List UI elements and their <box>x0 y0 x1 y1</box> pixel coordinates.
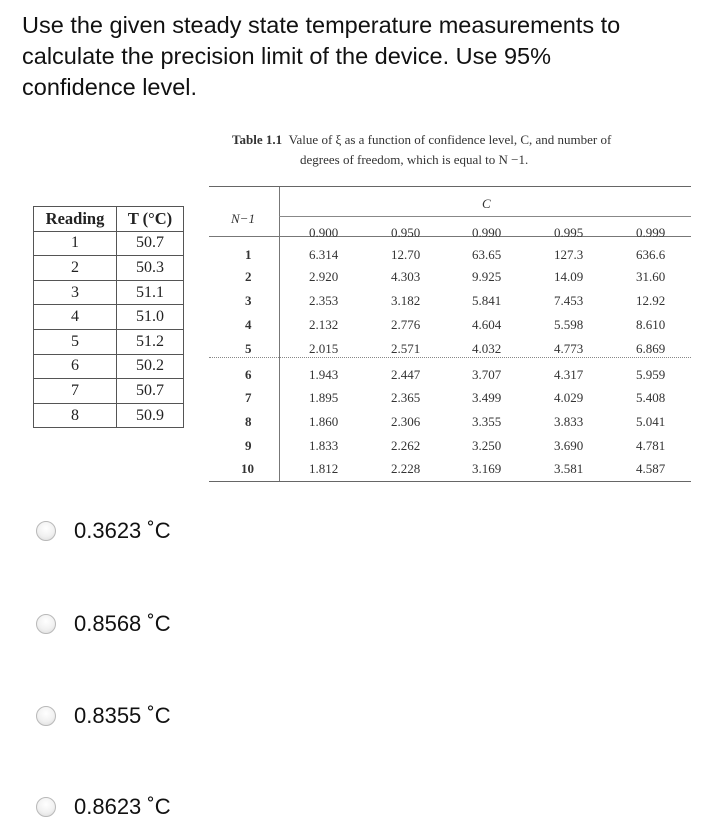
t-value-cell: 12.92 <box>636 293 666 308</box>
caption-line2: degrees of freedom, which is equal to N −1. <box>300 152 529 167</box>
table-row <box>34 256 184 281</box>
t-value-cell: 4.587 <box>636 461 666 476</box>
table-row <box>34 403 184 428</box>
t-value-cell: 127.3 <box>554 247 584 262</box>
t-value-cell: 2.262 <box>391 438 421 453</box>
reading-number: 3 <box>34 280 117 305</box>
radio-button-icon[interactable] <box>36 521 56 541</box>
t-value-cell: 3.707 <box>472 367 502 382</box>
reading-number: 2 <box>34 256 117 281</box>
t-value-cell: 3.182 <box>391 293 421 308</box>
t-value-cell: 4.604 <box>472 317 502 332</box>
t-value-cell: 3.499 <box>472 390 502 405</box>
table-divider <box>209 357 691 358</box>
t-value-cell: 3.581 <box>554 461 584 476</box>
t-value-cell: 4.781 <box>636 438 666 453</box>
t-value-cell: 2.132 <box>309 317 339 332</box>
confidence-level-column-header: 0.995 <box>554 225 584 240</box>
radio-button-icon[interactable] <box>36 797 56 817</box>
reading-value: 50.7 <box>117 231 184 256</box>
degrees-of-freedom-value: 6 <box>245 367 252 382</box>
answer-option-label: 0.8623 ˚C <box>74 794 171 819</box>
caption-line1: Value of ξ as a function of confidence level, C, and number of <box>288 132 612 147</box>
reading-number: 7 <box>34 379 117 404</box>
table-row <box>34 329 184 354</box>
reading-number: 5 <box>34 329 117 354</box>
t-value-cell: 3.690 <box>554 438 584 453</box>
question-line: confidence level. <box>22 74 198 100</box>
table-divider <box>209 236 691 237</box>
table-divider <box>279 216 691 217</box>
reading-value: 51.1 <box>117 280 184 305</box>
t-value-cell: 5.598 <box>554 317 584 332</box>
radio-button-icon[interactable] <box>36 706 56 726</box>
table-row <box>34 379 184 404</box>
degrees-of-freedom-value: 10 <box>241 461 254 476</box>
table-row <box>34 280 184 305</box>
degrees-of-freedom-value: 8 <box>245 414 252 429</box>
t-value-cell: 5.959 <box>636 367 666 382</box>
question-text <box>22 10 692 103</box>
t-value-cell: 8.610 <box>636 317 666 332</box>
t-table-caption <box>232 130 692 170</box>
t-value-cell: 4.773 <box>554 341 584 356</box>
t-value-cell: 1.860 <box>309 414 339 429</box>
t-value-cell: 3.355 <box>472 414 502 429</box>
reading-value: 50.3 <box>117 256 184 281</box>
degrees-of-freedom-header: N−1 <box>231 211 255 226</box>
answer-option-label: 0.3623 ˚C <box>74 518 171 543</box>
reading-value: 51.2 <box>117 329 184 354</box>
degrees-of-freedom-value: 5 <box>245 341 252 356</box>
readings-header-temperature: T (°C) <box>117 207 184 232</box>
t-value-cell: 1.895 <box>309 390 339 405</box>
confidence-level-column-header: 0.990 <box>472 225 502 240</box>
table-row <box>34 305 184 330</box>
t-value-cell: 636.6 <box>636 247 666 262</box>
t-value-cell: 2.447 <box>391 367 421 382</box>
confidence-level-header: C <box>482 196 491 211</box>
answer-option-4[interactable] <box>36 792 171 822</box>
table-divider <box>279 187 280 481</box>
t-value-cell: 6.314 <box>309 247 339 262</box>
readings-header-reading: Reading <box>34 207 117 232</box>
t-value-cell: 4.032 <box>472 341 502 356</box>
answer-option-2[interactable] <box>36 609 171 639</box>
confidence-level-column-header: 0.999 <box>636 225 666 240</box>
table-row <box>34 231 184 256</box>
t-value-cell: 31.60 <box>636 269 666 284</box>
t-value-cell: 4.303 <box>391 269 421 284</box>
degrees-of-freedom-value: 4 <box>245 317 252 332</box>
degrees-of-freedom-value: 1 <box>245 247 252 262</box>
table-row <box>34 354 184 379</box>
t-value-cell: 4.317 <box>554 367 584 382</box>
readings-table <box>33 206 184 428</box>
t-value-cell: 5.408 <box>636 390 666 405</box>
t-value-cell: 12.70 <box>391 247 421 262</box>
t-value-cell: 2.365 <box>391 390 421 405</box>
answer-option-1[interactable] <box>36 516 171 546</box>
degrees-of-freedom-value: 7 <box>245 390 252 405</box>
degrees-of-freedom-value: 2 <box>245 269 252 284</box>
t-value-table <box>209 186 691 482</box>
t-value-cell: 6.869 <box>636 341 666 356</box>
t-value-cell: 5.841 <box>472 293 502 308</box>
t-value-cell: 63.65 <box>472 247 502 262</box>
answer-option-label: 0.8355 ˚C <box>74 703 171 728</box>
t-value-cell: 2.015 <box>309 341 339 356</box>
reading-value: 51.0 <box>117 305 184 330</box>
t-value-cell: 3.169 <box>472 461 502 476</box>
t-value-cell: 1.833 <box>309 438 339 453</box>
reading-number: 6 <box>34 354 117 379</box>
t-value-cell: 2.776 <box>391 317 421 332</box>
reading-number: 4 <box>34 305 117 330</box>
radio-button-icon[interactable] <box>36 614 56 634</box>
answer-option-label: 0.8568 ˚C <box>74 611 171 636</box>
readings-header-row <box>34 207 184 232</box>
answer-option-3[interactable] <box>36 701 171 731</box>
reading-number: 8 <box>34 403 117 428</box>
t-value-cell: 2.353 <box>309 293 339 308</box>
confidence-level-column-header: 0.950 <box>391 225 421 240</box>
t-value-cell: 1.943 <box>309 367 339 382</box>
reading-number: 1 <box>34 231 117 256</box>
t-value-cell: 1.812 <box>309 461 339 476</box>
t-value-cell: 2.228 <box>391 461 421 476</box>
caption-label: Table 1.1 <box>232 132 283 147</box>
reading-value: 50.9 <box>117 403 184 428</box>
confidence-level-column-header: 0.900 <box>309 225 339 240</box>
t-value-cell: 2.306 <box>391 414 421 429</box>
reading-value: 50.7 <box>117 379 184 404</box>
degrees-of-freedom-value: 9 <box>245 438 252 453</box>
question-line: Use the given steady state temperature measurements to <box>22 12 621 38</box>
t-value-cell: 3.250 <box>472 438 502 453</box>
t-value-cell: 2.571 <box>391 341 421 356</box>
reading-value: 50.2 <box>117 354 184 379</box>
t-value-cell: 3.833 <box>554 414 584 429</box>
t-value-cell: 14.09 <box>554 269 584 284</box>
t-value-cell: 2.920 <box>309 269 339 284</box>
t-value-cell: 5.041 <box>636 414 666 429</box>
t-value-cell: 4.029 <box>554 390 584 405</box>
t-value-cell: 7.453 <box>554 293 584 308</box>
degrees-of-freedom-value: 3 <box>245 293 252 308</box>
t-value-cell: 9.925 <box>472 269 502 284</box>
question-line: calculate the precision limit of the device. Use 95% <box>22 43 552 69</box>
